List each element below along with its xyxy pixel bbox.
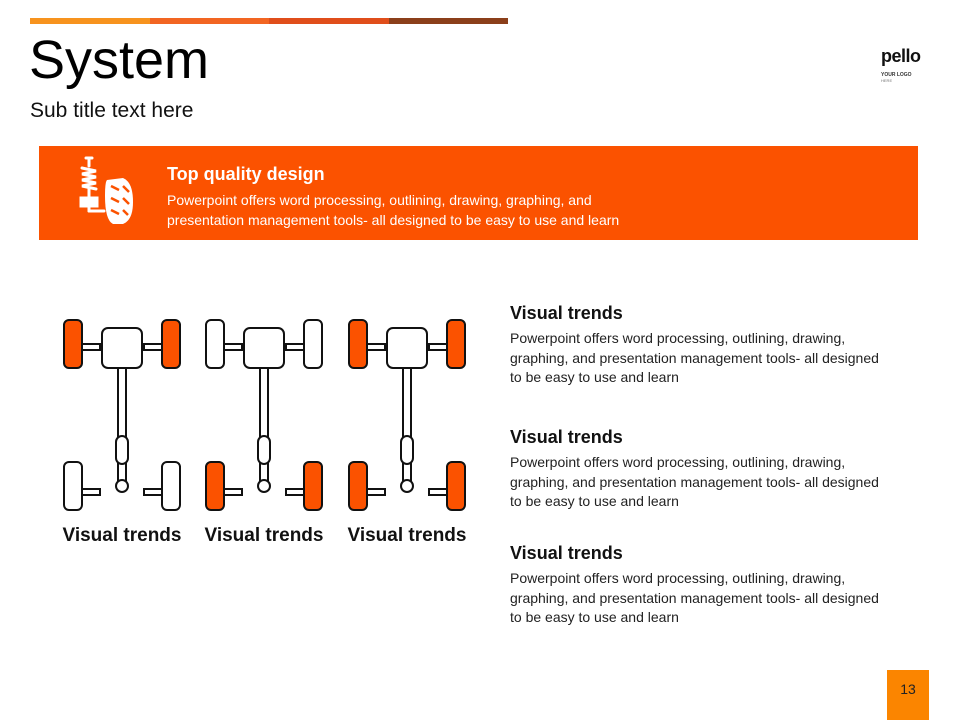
chassis-label: Visual trends [62, 525, 182, 546]
chassis-diagram-all-highlighted [345, 316, 469, 516]
accent-bar-segment [30, 18, 150, 24]
trend-title: Visual trends [510, 543, 623, 563]
trend-description [510, 329, 920, 388]
logo-word: pello [881, 46, 921, 66]
banner-desc-line: presentation management tools- all designed to be easy to use and learn [167, 212, 620, 228]
accent-bar-segment [389, 18, 509, 24]
trend-desc-line: to be easy to use and learn [510, 493, 679, 509]
trend-description [510, 569, 920, 628]
trend-block [510, 426, 920, 512]
banner-title: Top quality design [167, 164, 325, 184]
page-title: System [29, 30, 210, 90]
trend-block [510, 542, 920, 628]
chassis-diagram-front-highlighted [60, 316, 184, 516]
trend-description [510, 453, 920, 512]
banner-description [167, 190, 687, 230]
trend-title: Visual trends [510, 427, 623, 447]
trend-desc-line: Powerpoint offers word processing, outlining, drawing, [510, 330, 846, 346]
trend-desc-line: Powerpoint offers word processing, outlining, drawing, [510, 570, 846, 586]
trend-desc-line: to be easy to use and learn [510, 369, 679, 385]
accent-bar-segment [150, 18, 270, 24]
trend-desc-line: graphing, and presentation management tools- all designed [510, 349, 879, 366]
chassis-label: Visual trends [204, 525, 324, 546]
page-number: 13 [887, 670, 929, 720]
chassis-label: Visual trends [347, 525, 467, 546]
logo [881, 46, 951, 83]
page-subtitle: Sub title text here [30, 99, 194, 122]
chassis-diagram-rear-highlighted [202, 316, 326, 516]
logo-tagline: YOUR LOGO [881, 72, 912, 78]
title-accent-bar [30, 18, 508, 24]
suspension-wheel-icon [77, 156, 137, 228]
banner-desc-line: Powerpoint offers word processing, outlining, drawing, graphing, and [167, 192, 592, 208]
accent-bar-segment [269, 18, 389, 24]
trend-title: Visual trends [510, 303, 623, 323]
trend-desc-line: graphing, and presentation management tools- all designed [510, 473, 879, 490]
trend-block [510, 302, 920, 388]
trend-desc-line: graphing, and presentation management tools- all designed [510, 589, 879, 606]
feature-banner [39, 146, 918, 240]
trend-desc-line: to be easy to use and learn [510, 609, 679, 625]
trend-desc-line: Powerpoint offers word processing, outlining, drawing, [510, 454, 846, 470]
logo-tagline-2: HERE [881, 78, 893, 83]
